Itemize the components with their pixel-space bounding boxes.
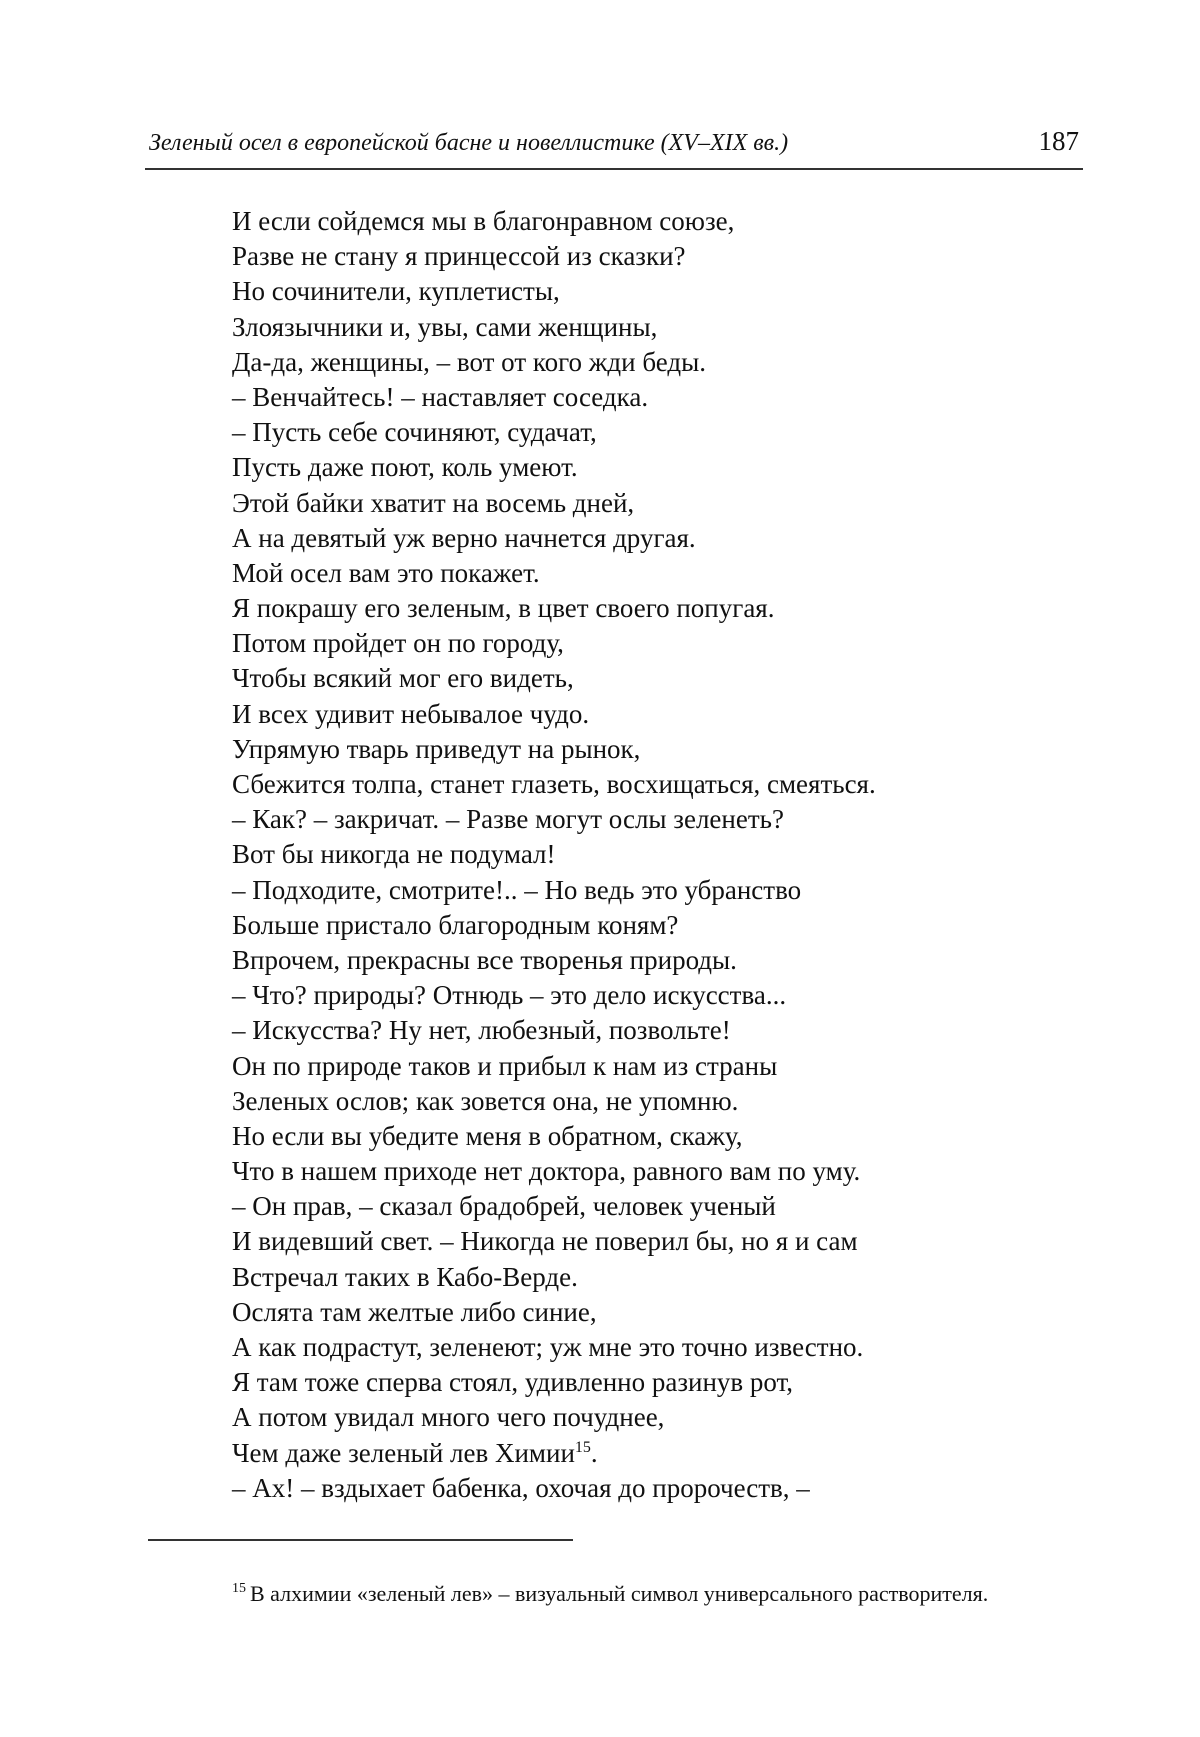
poem-line: Но если вы убедите меня в обратном, скажу, — [232, 1120, 743, 1151]
poem-line: – Пусть себе сочиняют, судачат, — [232, 417, 597, 448]
poem-line: Я покрашу его зеленым, в цвет своего попугая. — [232, 593, 775, 624]
poem-line: А на девятый уж верно начнется другая. — [232, 522, 696, 553]
footnote-reference[interactable]: 15 — [574, 1438, 591, 1456]
poem-line: – Ах! – вздыхает бабенка, охочая до пророчеств, – — [232, 1472, 810, 1503]
page-number: 187 — [1038, 126, 1079, 156]
poem-line: Он по природе таков и прибыл к нам из страны — [232, 1050, 778, 1081]
poem-line: – Что? природы? Отнюдь – это дело искусства... — [232, 980, 787, 1011]
running-header-title: Зеленый осел в европейской басне и новеллистике (XV–XIX вв.) — [149, 130, 789, 156]
poem-line: – Искусства? Ну нет, любезный, позвольте! — [232, 1015, 731, 1046]
poem-line: – Как? – закричат. – Разве могут ослы зеленеть? — [232, 804, 784, 835]
poem-line: А потом увидал много чего почуднее, — [232, 1402, 665, 1433]
footnote — [150, 1578, 1080, 1610]
poem-line: И видевший свет. – Никогда не поверил бы, но я и сам — [232, 1226, 858, 1257]
poem-line-text: Чем даже зеленый лев Химии — [232, 1437, 575, 1468]
poem-line: Сбежится толпа, станет глазеть, восхищаться, смеяться. — [232, 769, 876, 799]
poem-line: Чтобы всякий мог его видеть, — [232, 663, 574, 694]
poem-line: Да-да, женщины, – вот от кого жди беды. — [232, 346, 707, 377]
poem-line: Зеленых ослов; как зовется она, не упомню. — [232, 1085, 739, 1116]
poem-line-punctuation: . — [590, 1437, 598, 1468]
poem-line: А как подрастут, зеленеют; уж мне это точно известно. — [232, 1332, 864, 1362]
poem-line: И если сойдемся мы в благонравном союзе, — [232, 206, 735, 236]
poem-line: Упрямую тварь приведут на рынок, — [232, 733, 641, 764]
poem-line: Злоязычники и, увы, сами женщины, — [232, 311, 658, 342]
poem-line: Больше пристало благородным коням? — [232, 909, 679, 940]
footnote-divider — [148, 1539, 573, 1541]
footnote-number: 15 — [232, 1581, 246, 1596]
poem-line: Разве не стану я принцессой из сказки? — [232, 241, 686, 272]
poem-line: – Он прав, – сказал брадобрей, человек ученый — [232, 1191, 776, 1222]
poem-line: Встречал таких в Кабо-Верде. — [232, 1261, 578, 1292]
poem-line: Ослята там желтые либо синие, — [232, 1296, 597, 1327]
poem-line: Что в нашем приходе нет доктора, равного вам по уму. — [232, 1156, 861, 1187]
poem-line: Этой байки хватит на восемь дней, — [232, 487, 635, 518]
poem-line: – Венчайтесь! – наставляет соседка. — [232, 381, 649, 412]
poem-line: Я там тоже сперва стоял, удивленно разинув рот, — [232, 1367, 794, 1398]
poem-line: Но сочинители, куплетисты, — [232, 276, 560, 307]
poem-text — [232, 204, 876, 1506]
footnote-text: В алхимии «зеленый лев» – визуальный символ универсального растворителя. — [250, 1581, 989, 1606]
running-header — [145, 124, 1083, 170]
poem-line: И всех удивит небывалое чудо. — [232, 698, 590, 729]
poem-line: Впрочем, прекрасны все творенья природы. — [232, 944, 737, 975]
poem-line-with-footnote — [232, 1436, 876, 1471]
poem-line: – Подходите, смотрите!.. – Но ведь это убранство — [232, 874, 802, 905]
poem-line: Вот бы никогда не подумал! — [232, 839, 556, 870]
poem-line: Потом пройдет он по городу, — [232, 628, 564, 659]
poem-line: Мой осел вам это покажет. — [232, 557, 540, 588]
poem-line: Пусть даже поют, коль умеют. — [232, 452, 578, 483]
